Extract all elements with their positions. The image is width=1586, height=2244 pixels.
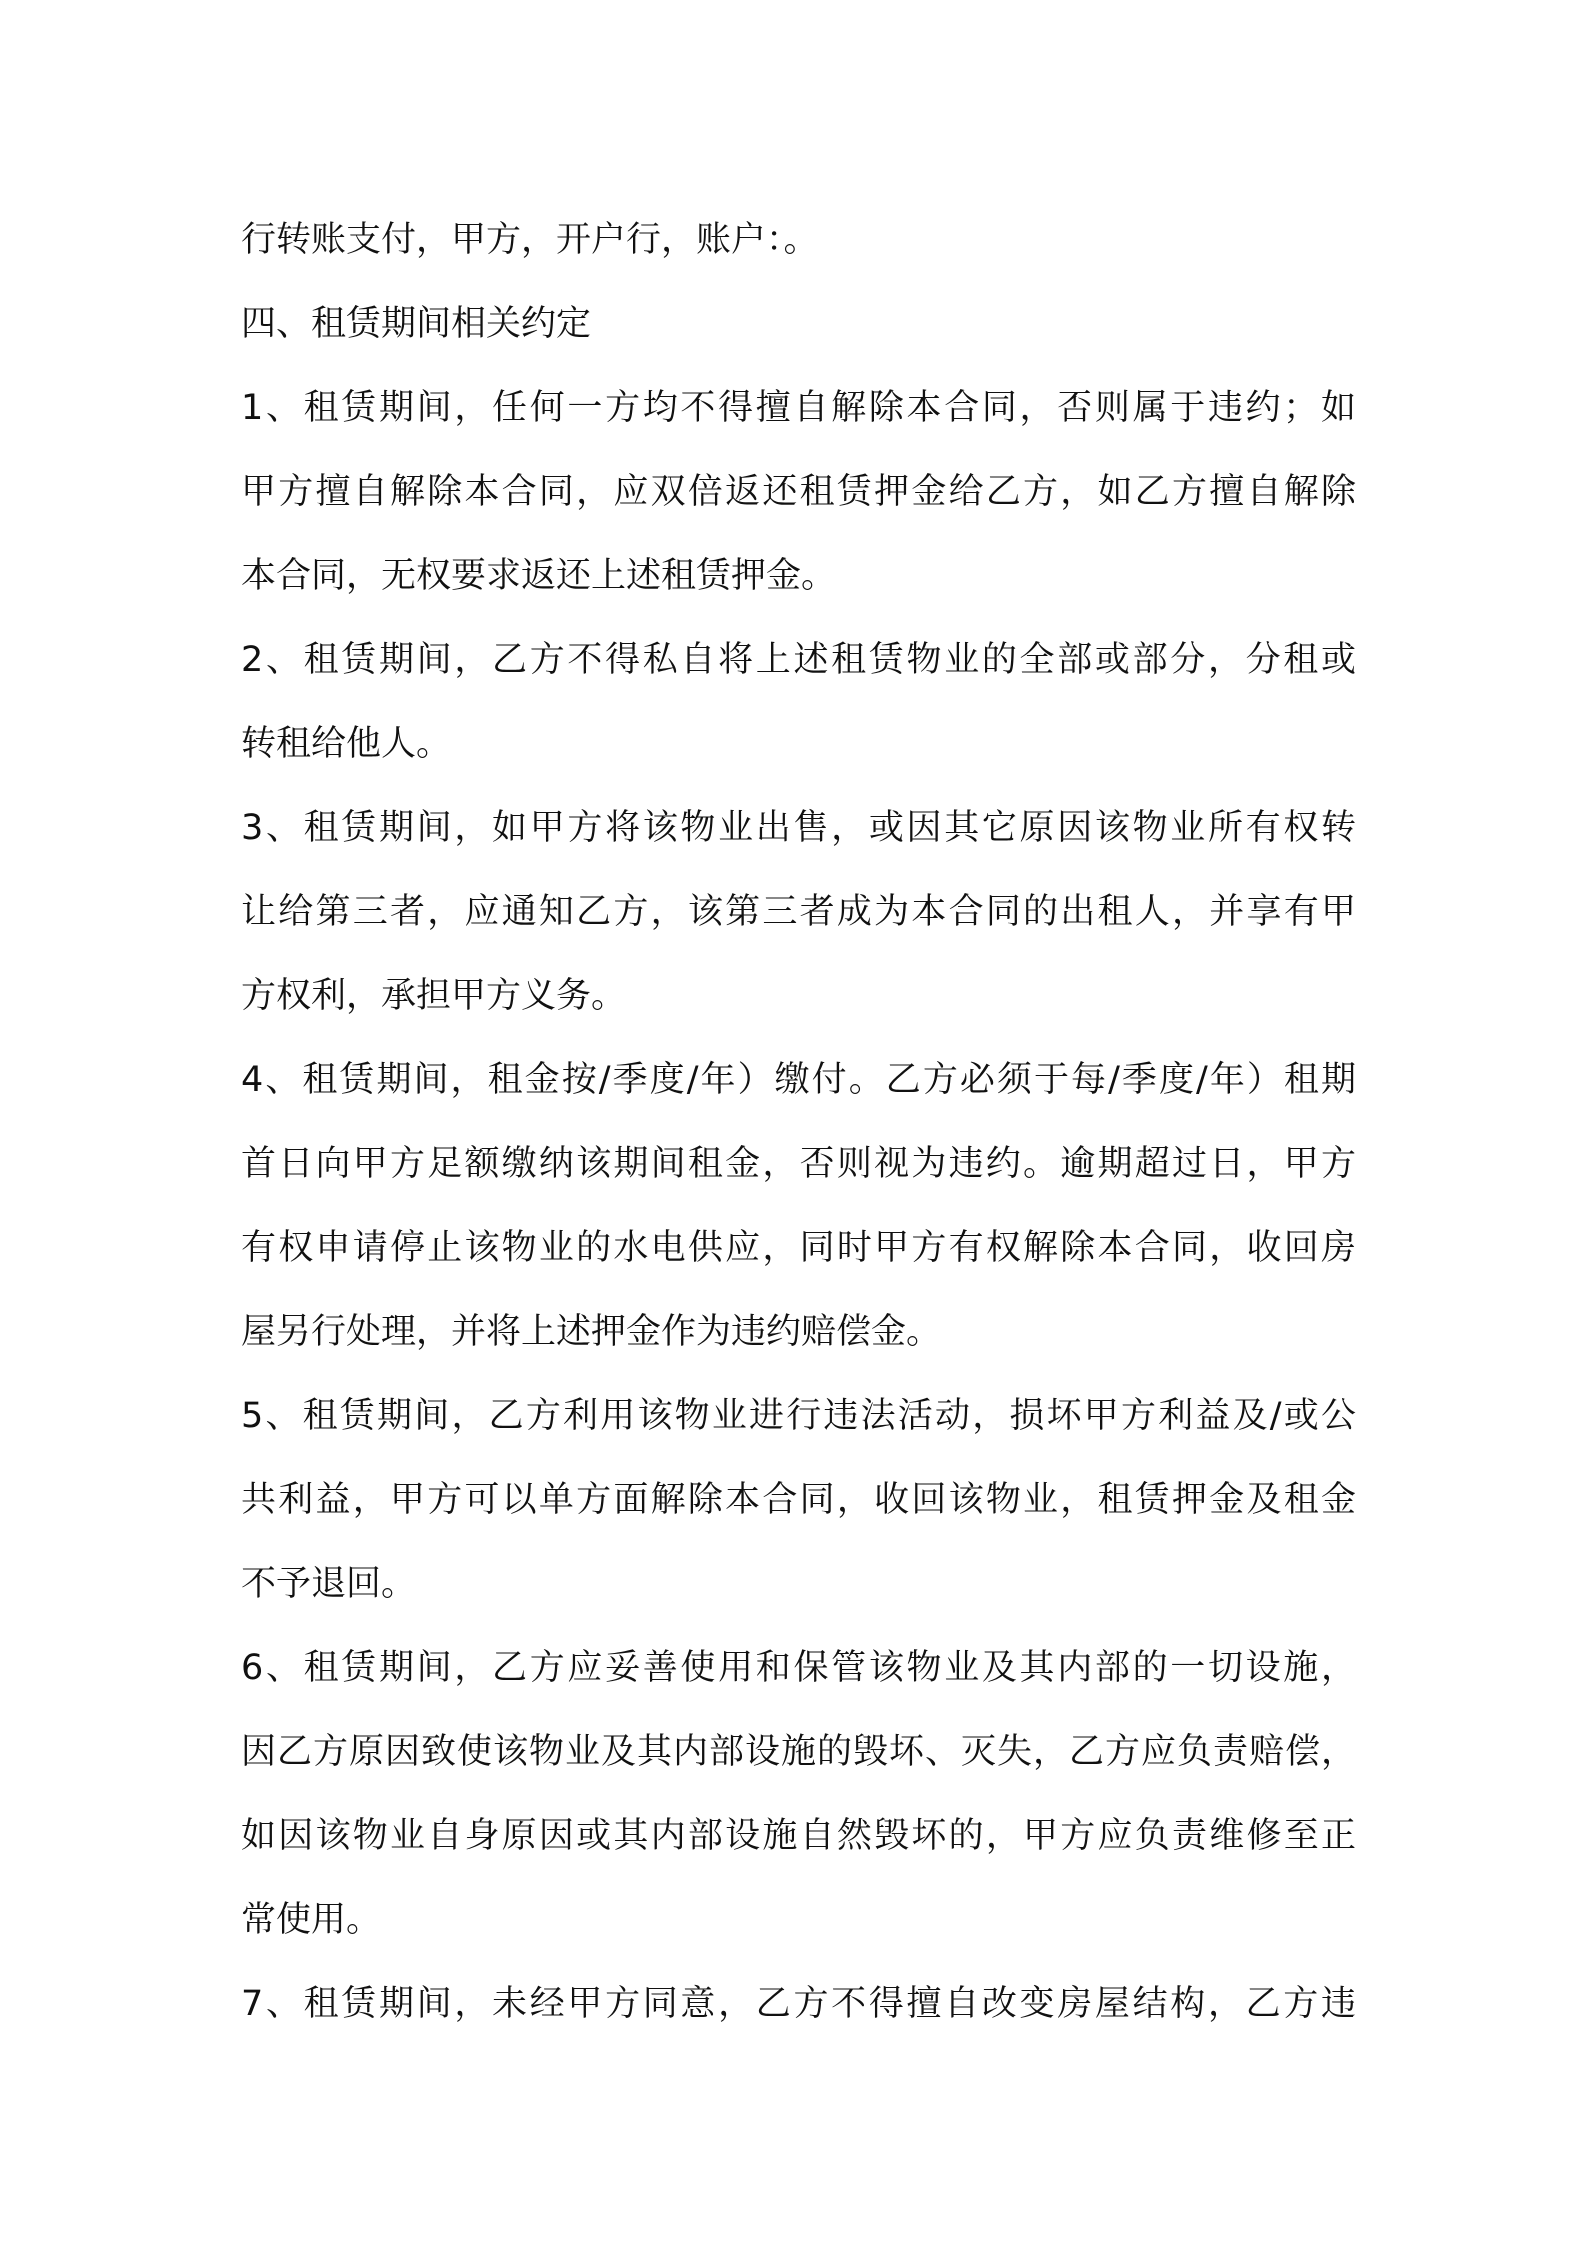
text-line: 方权利，承担甲方义务。 bbox=[241, 976, 627, 1016]
text-line: 3、租赁期间，如甲方将该物业出售，或因其它原因该物业所有权转 bbox=[241, 808, 1356, 848]
text-line: 2、租赁期间，乙方不得私自将上述租赁物业的全部或部分，分租或 bbox=[241, 640, 1356, 680]
text-line: 共利益，甲方可以单方面解除本合同，收回该物业，租赁押金及租金 bbox=[241, 1480, 1356, 1520]
section-heading: 四、租赁期间相关约定 bbox=[241, 304, 592, 344]
text-line: 甲方擅自解除本合同，应双倍返还租赁押金给乙方，如乙方擅自解除 bbox=[241, 472, 1356, 512]
text-line: 7、租赁期间，未经甲方同意，乙方不得擅自改变房屋结构，乙方违 bbox=[241, 1984, 1356, 2024]
text-line: 本合同，无权要求返还上述租赁押金。 bbox=[241, 556, 837, 596]
text-line: 让给第三者，应通知乙方，该第三者成为本合同的出租人，并享有甲 bbox=[241, 892, 1356, 932]
text-line: 有权申请停止该物业的水电供应，同时甲方有权解除本合同，收回房 bbox=[241, 1228, 1356, 1268]
text-line: 转租给他人。 bbox=[241, 724, 452, 764]
text-line: 如因该物业自身原因或其内部设施自然毁坏的，甲方应负责维修至正 bbox=[241, 1816, 1356, 1856]
text-line: 6、租赁期间，乙方应妥善使用和保管该物业及其内部的一切设施， bbox=[241, 1648, 1356, 1688]
text-line: 首日向甲方足额缴纳该期间租金，否则视为违约。逾期超过日，甲方 bbox=[241, 1144, 1356, 1184]
text-line: 不予退回。 bbox=[241, 1564, 417, 1604]
text-line: 因乙方原因致使该物业及其内部设施的毁坏、灭失，乙方应负责赔偿， bbox=[241, 1732, 1356, 1772]
text-line: 常使用。 bbox=[241, 1900, 382, 1940]
text-line: 行转账支付，甲方，开户行，账户：。 bbox=[241, 220, 819, 260]
text-line: 5、租赁期间，乙方利用该物业进行违法活动，损坏甲方利益及/或公 bbox=[241, 1396, 1356, 1436]
document-body bbox=[241, 198, 1356, 2046]
text-line: 1、租赁期间，任何一方均不得擅自解除本合同，否则属于违约；如 bbox=[241, 388, 1356, 428]
text-line: 屋另行处理，并将上述押金作为违约赔偿金。 bbox=[241, 1312, 942, 1352]
text-line: 4、租赁期间，租金按/季度/年）缴付。乙方必须于每/季度/年）租期 bbox=[241, 1060, 1356, 1100]
